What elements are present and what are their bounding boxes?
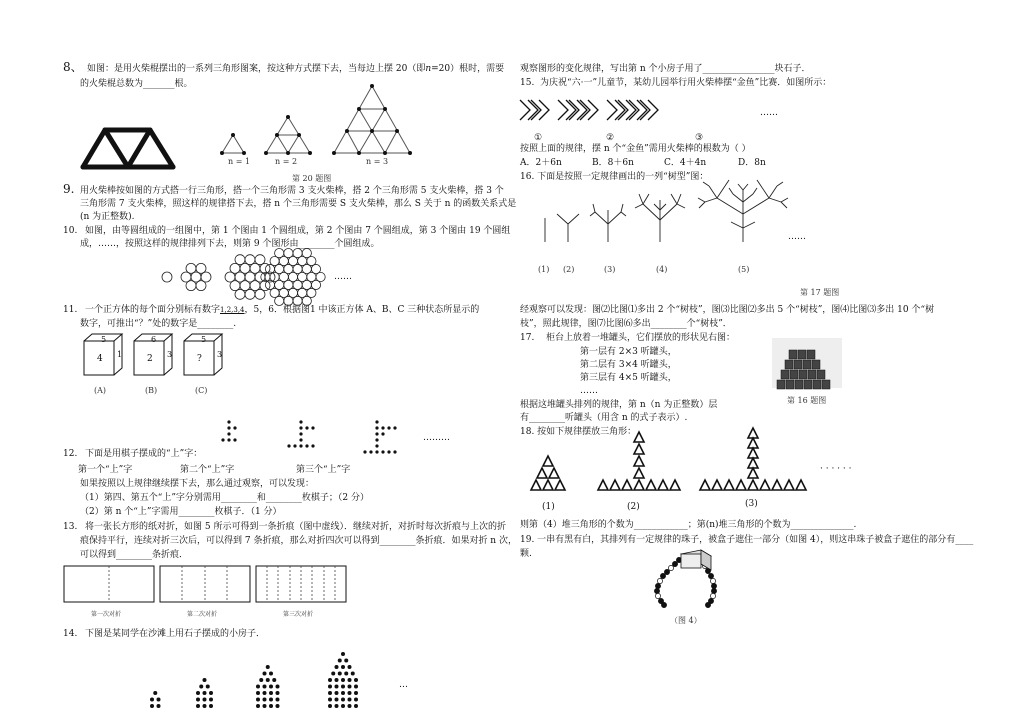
bead: [708, 573, 713, 578]
stone: [266, 678, 270, 682]
stone: [276, 691, 280, 695]
stone: [263, 691, 267, 695]
fold-caption-3: 第三次对折: [283, 611, 314, 618]
chess-piece: [227, 438, 230, 441]
chess-piece: [393, 426, 396, 429]
chess-piece: [375, 420, 378, 423]
stone: [196, 704, 200, 708]
matchstick-triangles-figure: [78, 122, 188, 172]
triangle: [700, 480, 710, 490]
stone: [209, 691, 213, 695]
q16-ellipsis: ……: [788, 232, 806, 242]
tree-label-4: (4): [656, 265, 668, 274]
stone: [150, 698, 154, 702]
bead: [711, 588, 716, 593]
fold-caption-2: 第二次对折: [187, 611, 218, 618]
q8-line1: 如图：是用火柴棍摆出的一系列三角形图案，按这种方式摆下去，当每边上摆 20（即n=20）根时，需要: [87, 64, 505, 74]
chess-piece: [227, 426, 230, 429]
stone: [328, 685, 332, 689]
triangle: [634, 444, 644, 454]
q14-continuation: 观察图形的变化规律，写出第 n 个小房子用了________________块石子．: [520, 64, 811, 74]
q16-line2: 经观察可以发现：图⑵比图⑴多出 2 个“树枝”，图⑶比图⑵多出 5 个“树枝”，图⑷比图⑶多出 10 个“树: [520, 305, 935, 315]
triangle: [748, 468, 758, 478]
stone: [335, 685, 339, 689]
bead: [710, 593, 715, 598]
chess-piece: [363, 450, 366, 453]
triangle: [646, 480, 656, 490]
can: [790, 370, 798, 379]
triangle: [634, 456, 644, 466]
stone: [341, 691, 345, 695]
q13-number: 13.: [63, 522, 78, 532]
q13-line1: 将一张长方形的纸对折，如图 5 所示可得到一条折痕（图中虚线）．继续对折，对折时每次折痕与上次的折: [85, 522, 506, 532]
triangle: [598, 480, 608, 490]
stack-label-1: (1): [542, 502, 555, 512]
matchstick: [618, 100, 628, 120]
cube-a-label: (A): [94, 386, 107, 395]
cube-a-front: 4: [97, 354, 103, 364]
circle: [316, 272, 325, 281]
q10-line1: 如图，由等圆组成的一组图中，第 1 个图由 1 个圆组成，第 2 个图由 7 个圆组成，第 3 个图由 19 个圆组: [85, 226, 511, 236]
chess-piece: [381, 450, 384, 453]
circle: [162, 272, 172, 282]
stone: [348, 698, 352, 702]
chess-piece: [311, 444, 314, 447]
q12-line3: （1）第四、第五个“上”字分别需用________和________枚棋子；（2 分）: [80, 493, 370, 503]
stone: [153, 691, 157, 695]
stone: [338, 659, 342, 663]
chess-piece: [375, 432, 378, 435]
q8-caption: 第 20 题图: [292, 174, 332, 183]
stone: [196, 698, 200, 702]
chess-piece: [299, 444, 302, 447]
tree-label-3: (3): [604, 265, 616, 274]
can: [813, 380, 821, 389]
q18-line1: 18. 按如下规律摆放三角形：: [520, 427, 637, 437]
q10-ellipsis: ……: [334, 272, 352, 282]
can: [799, 370, 807, 379]
chess-piece: [293, 444, 296, 447]
q18-line2: 则第（4）堆三角形的个数为____________；第(n)堆三角形的个数为______________.: [520, 520, 857, 530]
matchstick: [531, 100, 541, 120]
chess-piece: [299, 426, 302, 429]
stone: [263, 698, 267, 702]
cube-b-label: (B): [145, 386, 158, 395]
triangle: [610, 480, 620, 490]
chess-piece: [375, 444, 378, 447]
stone: [256, 685, 260, 689]
triangle: [736, 480, 746, 490]
stone: [348, 704, 352, 708]
cube-c-label: (C): [195, 386, 208, 395]
q15-line1: 为庆祝“六·一”儿童节，某幼儿园举行用火柴棒摆“金鱼”比赛．如图所示：: [540, 78, 832, 88]
bead: [672, 561, 677, 566]
tree-label-5: (5): [738, 265, 750, 274]
stone: [344, 659, 348, 663]
stone: [276, 685, 280, 689]
bead-string-figure: [645, 548, 725, 610]
q15-option-a: A．2＋6n: [520, 158, 562, 168]
q11-line2: 数字，可推出“？”处的数字是________.: [80, 319, 237, 329]
q10-number: 10.: [63, 226, 78, 236]
stone: [335, 678, 339, 682]
q15-number: 15.: [520, 78, 535, 88]
stone: [150, 704, 154, 708]
q12-label-1: 第一个“上”字: [78, 465, 133, 475]
circle-hexagons-figure: [158, 250, 338, 305]
q17-row-3: 第三层有 4×5 听罐头，: [580, 373, 677, 383]
triangle: [712, 480, 722, 490]
stone: [328, 698, 332, 702]
stone: [341, 678, 345, 682]
bead: [657, 578, 662, 583]
stack-label-3: (3): [745, 499, 758, 509]
can: [794, 360, 802, 369]
q15-label-3: ③: [695, 133, 704, 143]
q9-line3: (n 为正整数).: [80, 212, 135, 222]
stone: [328, 678, 332, 682]
stone: [331, 672, 335, 676]
matchstick: [569, 100, 579, 120]
q17-line3: 有________听罐头（用含 n 的式子表示）.: [520, 413, 688, 423]
triangle: [634, 480, 644, 490]
chess-piece: [299, 432, 302, 435]
q12-label-2: 第二个“上”字: [180, 465, 235, 475]
cube-b-side: 3: [167, 350, 173, 359]
cube-a-top: 5: [101, 335, 107, 344]
chess-piece: [311, 426, 314, 429]
triangle: [796, 480, 806, 490]
matchstick: [520, 100, 530, 120]
q13-line3: 可以得到________条折痕．: [80, 550, 189, 560]
can: [804, 380, 812, 389]
stone: [203, 678, 207, 682]
q17-row-2: 第二层有 3×4 听罐头，: [580, 360, 677, 370]
cube-c-top: 5: [201, 335, 207, 344]
stone: [259, 678, 263, 682]
stone: [276, 698, 280, 702]
bead: [655, 583, 660, 588]
q14-ellipsis: …: [399, 680, 408, 690]
cube-a-side: 1: [117, 350, 123, 359]
triangle: [760, 480, 770, 490]
stone: [276, 704, 280, 708]
q11-number: 11.: [63, 305, 78, 315]
q15-option-b: B．8＋6n: [592, 158, 634, 168]
can: [798, 350, 806, 359]
matchstick: [580, 100, 590, 120]
can: [786, 380, 794, 389]
stone: [263, 704, 267, 708]
cube-c-side: 3: [217, 350, 223, 359]
chess-shang-figure: [215, 418, 455, 458]
stone: [203, 704, 207, 708]
triangle: [622, 480, 632, 490]
chess-piece: [375, 438, 378, 441]
stone: [335, 704, 339, 708]
stone: [344, 672, 348, 676]
q19-line1: 19. 一串有黑有白，其排列有一定规律的珠子，被盒子遮住一部分（如图 4），则这串珠子被盒子遮住的部分有____: [520, 535, 974, 545]
q15-option-d: D．8n: [738, 158, 766, 168]
can: [777, 380, 785, 389]
stone: [203, 698, 207, 702]
q12-line2: 如果按照以上规律继续摆下去，那么通过观察，可以发现：: [80, 479, 315, 489]
bead: [655, 593, 660, 598]
q15-label-2: ②: [606, 133, 615, 143]
stone: [256, 704, 260, 708]
chess-piece: [233, 438, 236, 441]
bead: [664, 569, 669, 574]
bead: [654, 588, 659, 593]
q12-label-3: 第三个“上”字: [296, 465, 351, 475]
stone: [157, 704, 161, 708]
triangle: [658, 480, 668, 490]
triangle-stacks-figure: [525, 438, 825, 498]
stone: [335, 665, 339, 669]
stone: [328, 704, 332, 708]
stone: [348, 691, 352, 695]
stone-houses-figure: [140, 648, 400, 710]
stone: [263, 672, 267, 676]
paper-fold-figure: [63, 565, 363, 605]
stone: [341, 652, 345, 656]
matchstick-goldfish-figure: [518, 96, 758, 128]
stone: [351, 672, 355, 676]
stone: [209, 698, 213, 702]
stone: [256, 691, 260, 695]
chess-piece: [299, 420, 302, 423]
triangle: [543, 456, 553, 466]
stone: [266, 665, 270, 669]
q11-line1: 一个正方体的每个面分别标有数字1,2,3,4，5，6．根据图1 中该正方体 A、B、C 三种状态所显示的: [85, 305, 480, 315]
triangle: [634, 468, 644, 478]
stone: [272, 678, 276, 682]
q13-line2: 痕保持平行，连续对折三次后，可以得到 7 条折痕，那么对折四次可以得到________条折痕．如果对折 n 次，: [80, 536, 517, 546]
can: [817, 370, 825, 379]
q14-number: 14.: [63, 629, 78, 639]
stone: [338, 672, 342, 676]
q8-line2: 的火柴棍总数为_______根。: [80, 79, 193, 89]
can: [789, 350, 797, 359]
bead: [668, 565, 673, 570]
q16-caption: 第 17 题图: [800, 288, 840, 297]
stone: [206, 685, 210, 689]
bead: [705, 602, 710, 607]
chess-piece: [387, 426, 390, 429]
q19-line2: 颗.: [520, 549, 532, 559]
chess-piece: [387, 450, 390, 453]
stone: [269, 672, 273, 676]
chess-piece: [299, 438, 302, 441]
stone: [354, 704, 358, 708]
stone: [348, 685, 352, 689]
q16-line1: 16. 下面是按照一定规律画出的一列“树型”图：: [520, 172, 709, 182]
matchstick: [558, 100, 568, 120]
q19-caption: （图 4）: [670, 616, 702, 625]
stone: [341, 704, 345, 708]
stone: [269, 704, 273, 708]
triangle: [748, 480, 758, 490]
tree-label-1: (1): [538, 265, 550, 274]
q16-line3: 枝”，照此规律，图⑺比图⑹多出________个“树枝”．: [520, 319, 732, 329]
stone: [263, 685, 267, 689]
q18-ellipsis: · · · · · ·: [820, 464, 852, 474]
stone: [348, 665, 352, 669]
q17-caption: 第 16 题图: [787, 396, 827, 405]
stone: [199, 685, 203, 689]
chess-piece: [393, 450, 396, 453]
triangle: [670, 480, 680, 490]
stone: [256, 698, 260, 702]
matchstick: [607, 100, 617, 120]
triangle: [724, 480, 734, 490]
triangle: [543, 480, 553, 490]
stone: [354, 698, 358, 702]
stone: [328, 691, 332, 695]
stack-label-2: (2): [627, 502, 640, 512]
chess-piece: [227, 432, 230, 435]
can: [812, 360, 820, 369]
can: [803, 360, 811, 369]
chess-piece: [221, 438, 224, 441]
stone: [269, 691, 273, 695]
stone: [354, 678, 358, 682]
matchstick: [629, 100, 639, 120]
cube-b-top: 6: [151, 335, 157, 344]
can: [785, 360, 793, 369]
stone: [157, 698, 161, 702]
stone: [269, 685, 273, 689]
stone: [354, 685, 358, 689]
stone: [354, 691, 358, 695]
q15-option-c: C．4＋4n: [664, 158, 707, 168]
stone: [335, 698, 339, 702]
tree-label-2: (2): [563, 265, 575, 274]
triangle: [537, 468, 547, 478]
bead: [710, 578, 715, 583]
can: [795, 380, 803, 389]
q15-label-1: ①: [534, 133, 543, 143]
stone: [209, 704, 213, 708]
q17-number: 17.: [520, 333, 535, 343]
triangle: [555, 480, 565, 490]
stone: [348, 678, 352, 682]
circle: [201, 272, 211, 282]
matchstick: [640, 100, 650, 120]
q12-line1: 下面是用棋子摆成的“上”字：: [85, 449, 203, 459]
tree-shapes-figure: [535, 180, 795, 250]
triangle: [784, 480, 794, 490]
chess-piece: [227, 420, 230, 423]
chess-piece: [375, 450, 378, 453]
q12-ellipsis: ………: [423, 433, 450, 443]
q17-row-4: ……: [580, 386, 598, 396]
chess-piece: [381, 432, 384, 435]
q14-line1: 下图是某同学在沙滩上用石子摆成的小房子．: [85, 629, 266, 639]
q17-line1: 柜台上放着一堆罐头，它们摆放的形状见右图：: [546, 333, 736, 343]
q15-line2: 按照上面的规律，摆 n 个“金鱼”需用火柴棒的根数为（ ）: [520, 144, 751, 154]
q10-line2: 成，……，按照这样的规律排列下去，则第 9 个图形由________个圆组成。: [80, 239, 380, 249]
q9-line2: 三角形需 7 支火柴棒，照这样的规律搭下去，搭 n 个三角形需要 S 支火柴棒，那么 S 关于 n 的函数关系式是: [80, 199, 517, 209]
stone: [341, 698, 345, 702]
stone: [269, 698, 273, 702]
q9-number: 9.: [63, 182, 75, 196]
can: [807, 350, 815, 359]
q17-line2: 根据这堆罐头排列的规律，第 n（n 为正整数）层: [520, 400, 718, 410]
chess-piece: [369, 450, 372, 453]
stone: [203, 691, 207, 695]
can: [808, 370, 816, 379]
cube-c-front: ?: [197, 354, 202, 364]
bead: [661, 602, 666, 607]
cube-b-front: 2: [147, 354, 153, 364]
can: [781, 370, 789, 379]
q9-line1: 用火柴棒按如图的方式搭一行三角形，搭一个三角形需 3 支火柴棒，搭 2 个三角形需 5 支火柴棒，搭 3 个: [80, 186, 504, 196]
fold-caption-1: 第一次对折: [91, 611, 122, 618]
chess-piece: [233, 426, 236, 429]
stone: [196, 691, 200, 695]
chess-piece: [287, 444, 290, 447]
q12-number: 12.: [63, 449, 78, 459]
chess-piece: [375, 426, 378, 429]
q8-n2-label: n = 2: [275, 157, 298, 166]
stone: [341, 665, 345, 669]
q8-n3-label: n = 3: [366, 157, 389, 166]
chess-piece: [305, 444, 308, 447]
cans-pile-photo: [772, 338, 842, 388]
triangle: [549, 468, 559, 478]
q8-number: 8、: [63, 60, 83, 74]
q12-line4: （2）第 n 个“上”字需用________枚棋子．（1 分）: [80, 507, 282, 517]
can: [822, 380, 830, 389]
q15-ellipsis: ……: [760, 108, 778, 118]
stone: [335, 691, 339, 695]
chess-piece: [305, 426, 308, 429]
stone: [341, 685, 345, 689]
triangle: [772, 480, 782, 490]
chess-piece: [381, 426, 384, 429]
bead: [660, 573, 665, 578]
triangle: [531, 480, 541, 490]
q17-row-1: 第一层有 2×3 听罐头，: [580, 347, 677, 357]
q8-n1-label: n = 1: [228, 157, 251, 166]
bead: [711, 583, 716, 588]
